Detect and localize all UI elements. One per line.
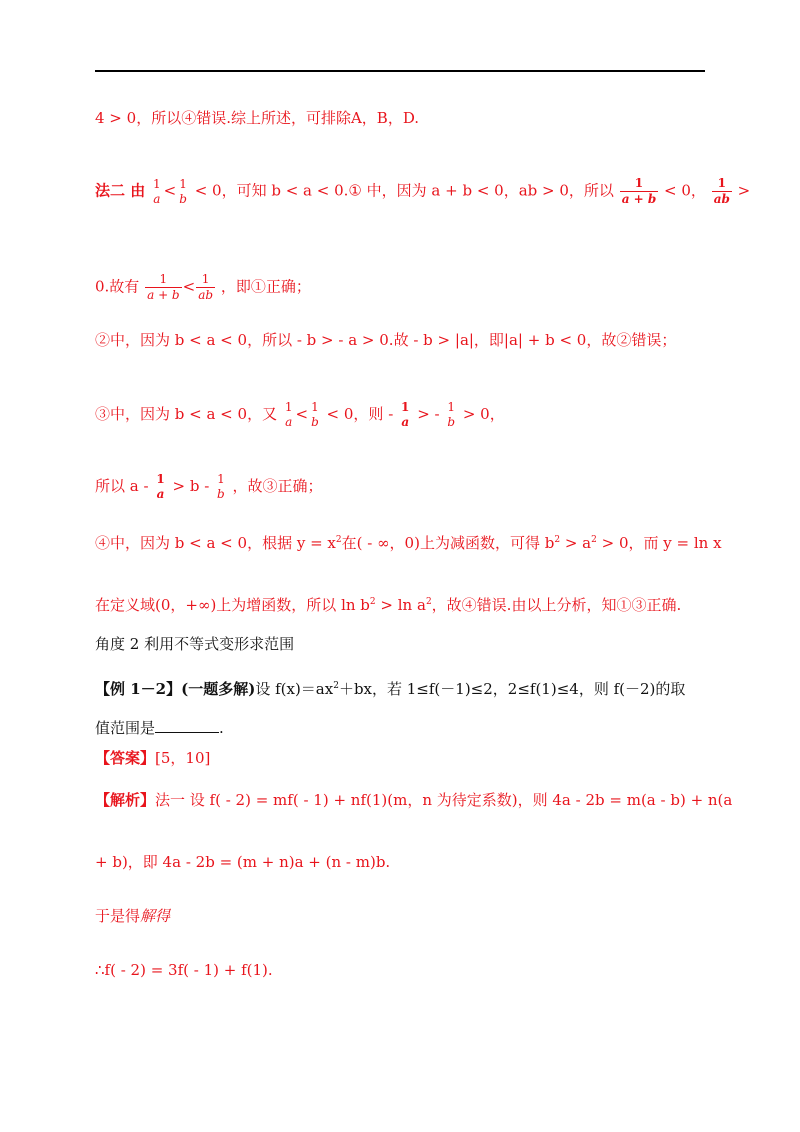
fraction-1-over-a: 1 a [153, 176, 161, 206]
fraction-1-over-a-plus-b: $\frac{1}{a + b}$ [621, 176, 657, 206]
analysis-line-1: 【解析】法一 设 f( - 2) = mf( - 1) + nf(1)(m，n 为待定系数)，则 4a - 2b = m(a - b) + n(a [95, 791, 733, 809]
text-line-6: 所以 a - 1 a > b - 1 b ，故③正确； [95, 472, 323, 501]
fraction-1-over-a: 1 a [156, 472, 165, 501]
example-line-2: 值范围是 . [95, 719, 224, 737]
text-line-5: ③中，因为 b < a < 0，又 1 a < 1 b < 0，则 - 1 a > - 1 b > 0， [95, 400, 505, 429]
analysis-line-4: ∴f( - 2) = 3f( - 1) + f(1). [95, 961, 273, 979]
section-heading: 角度 2 利用不等式变形求范围 [95, 635, 295, 653]
text-line-7: ④中，因为 b < a < 0，根据 $y = x^2$在( - ∞，0)上为减函数，可得 $b^2 > a^2 > 0$，而 y = ln x [95, 534, 722, 552]
text-line-3: 0.故有 $\frac{1}{a + b}$ < $\frac{1}{ab}$ ，即①正确； [95, 272, 311, 302]
text-line-4: ②中，因为 b < a < 0，所以 - b > - a > 0.故 - b > |a|，即|a| + b < 0，故②错误； [95, 331, 677, 349]
example-line-1: 【例 1－2】(一题多解)设 $f(x)=ax^2+bx$，若 1≤f(－1)≤2，2≤f(1)≤4，则 f(－2)的取 [95, 680, 686, 698]
text-line-1: 4 > 0，所以④错误.综上所述，可排除A，B，D. [95, 109, 420, 127]
fraction-1-over-ab: $\frac{1}{ab}$ [713, 176, 730, 206]
fraction-1-over-b: 1 b [311, 400, 319, 429]
header-rule [95, 70, 705, 72]
analysis-line-3: 于是得解得 [95, 907, 171, 925]
text-line-2: 法二 由 1 a < 1 b < 0，可知 b < a < 0.① 中，因为 a + b < 0，ab > 0，所以 $\frac{1}{a + b}$ < 0， $\frac{1}{ab}$ > [95, 176, 751, 206]
fraction-1-over-a-plus-b: $\frac{1}{a + b}$ [147, 272, 180, 302]
fraction-1-over-b: 1 b [447, 400, 456, 429]
fraction-1-over-ab: $\frac{1}{ab}$ [198, 272, 214, 302]
text-line-8: 在定义域(0，+∞)上为增函数，所以 $\ln b^2 > \ln a^2$，故④错误.由以上分析，知①③正确. [95, 596, 682, 614]
fraction-1-over-a: 1 a [401, 400, 410, 429]
fraction-1-over-b: 1 b [179, 176, 187, 206]
fraction-1-over-a: 1 a [284, 400, 293, 429]
answer-line: 【答案】[5，10] [95, 749, 211, 767]
analysis-line-2: + b)，即 4a - 2b = (m + n)a + (n - m)b. [95, 853, 391, 871]
answer-blank [155, 718, 219, 733]
fraction-1-over-b: 1 b [217, 472, 225, 501]
